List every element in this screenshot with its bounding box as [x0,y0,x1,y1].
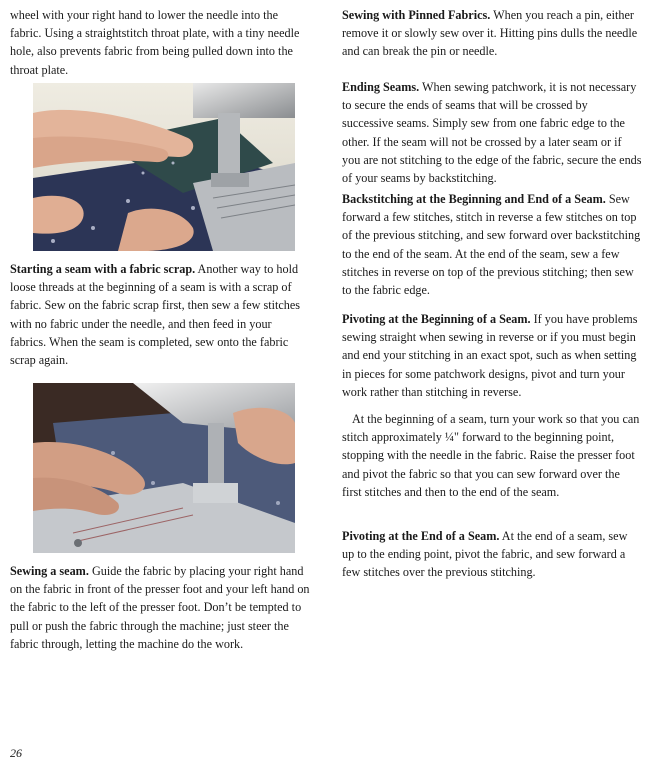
photo-fabric-scrap [33,83,295,251]
paragraph-pivot-end: Pivoting at the End of a Seam. At the end of a seam, sew up to the ending point, pivot the fabric, and sew forward a few stitches over the previous stitching. [342,529,628,580]
paragraph-ending-seams: Ending Seams. When sewing patchwork, it is not necessary to secure the ends of seams that will be crossed by successive seams. Simply sew from one fabric edge to the other. If the seam will not be crossed by a later seam or if you are not stitching to the edge of the fabric, secure the ends of your seams by backstitching. [342,80,642,186]
paragraph-continued: wheel with your right hand to lower the needle into the fabric. Using a straightstitch throat plate, with a tiny needle hole, also prevents fabric from being pulled down into the throat plate. [10,8,300,77]
heading-ending-seams: Ending Seams. [342,80,420,94]
paragraph-sewing-seam: Sewing a seam. Guide the fabric by placing your right hand on the fabric in front of the presser foot and your left hand on the fabric to the left of the presser foot. Don’t be tempted to pull or push the fabric through the machine; just steer the fabric through, letting the machine do the work. [10,564,310,651]
page-number: 26 [10,746,22,760]
heading-pivot-beginning: Pivoting at the Beginning of a Seam. [342,312,531,326]
paragraph-pinned-fabrics: Sewing with Pinned Fabrics. When you reach a pin, either remove it or slowly sew over it. Hitting pins dulls the needle and can break the pin or needle. [342,8,638,59]
heading-backstitching: Backstitching at the Beginning and End of a Seam. [342,192,606,206]
heading-fabric-scrap: Starting a seam with a fabric scrap. [10,262,196,276]
heading-sewing-seam: Sewing a seam. [10,564,89,578]
paragraph-pivot-beginning-2: At the beginning of a seam, turn your work so that you can stitch approximately ¼" forward to the beginning point, stopping with the needle in the fabric. Raise the presser foot and pivot the fabric so that you can sew forward over the first stitches and then to the end of the seam. [342,412,640,499]
heading-pinned-fabrics: Sewing with Pinned Fabrics. [342,8,491,22]
photo-sewing-seam [33,383,295,553]
paragraph-backstitching: Backstitching at the Beginning and End of a Seam. Sew forward a few stitches, stitch in reverse a few stitches on top of the previous stitching, and sew forward over backstitching to the end of the seam. At the end of the seam, sew a few stitches in reverse on top of the previous stitching; then sew to the fabric edge. [342,192,641,298]
paragraph-fabric-scrap: Starting a seam with a fabric scrap. Another way to hold loose threads at the beginning of a seam is with a scrap of fabric. Sew on the fabric scrap first, then sew a few stitches with no fabric under the needle, and then feed in your fabrics. When the seam is completed, sew onto the fabric scrap again. [10,262,301,368]
paragraph-pivot-beginning: Pivoting at the Beginning of a Seam. If you have problems sewing straight when sewing in reverse or if you must begin and end your stitching in an exact spot, such as when setting in pieces for some patchwork designs, pivot and turn your work rather than stitching in reverse. [342,312,638,399]
heading-pivot-end: Pivoting at the End of a Seam. [342,529,500,543]
